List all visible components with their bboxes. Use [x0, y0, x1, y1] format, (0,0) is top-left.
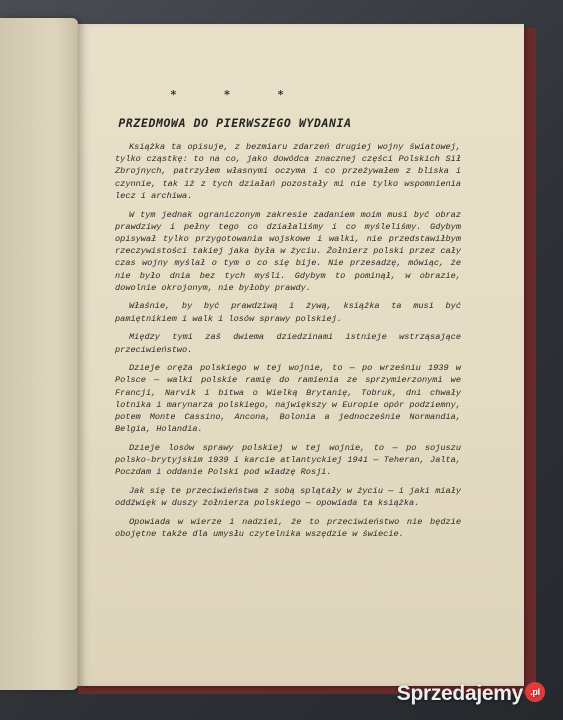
- paragraph: Opowiada w wierze i nadziei, że to przeciwieństwo nie będzie obojętne także dla umysłu czytelnika wszędzie w świecie.: [115, 516, 461, 540]
- paragraph: Książka ta opisuje, z bezmiaru zdarzeń drugiej wojny światowej, tylko cząstkę: to na co, jako dowódca znacznej części Polskich Sił Zbrojnych, patrzyłem własnymi oczyma i co przeżywałem z bliska i czynnie, tak iż z tych działań pozostały mi nie tylko wspomnienia lecz i archiwa.: [115, 142, 461, 201]
- paragraph: W tym jednak ograniczonym zakresie zadaniem moim musi być obraz prawdziwy i pełny tego co działaliśmy i co myśleliśmy. Gdybym opisywał tylko przygotowania wojskowe i walki, nie przedstawiłbym rzeczywistości takiej jaka była w życiu. Żołnierz polski przez cały czas wojny myślał o tym o co się bije. Nie przesadzę, mówiąc, że nie było dnia bez tych myśli. Gdybym to pominął, w obrazie, dowolnie okrojonym, nie byłoby prawdy.: [115, 209, 461, 293]
- page-title: PRZEDMOWA DO PIERWSZEGO WYDANIA: [118, 116, 352, 130]
- paragraph: Jak się te przeciwieństwa z sobą splątały w życiu — i jaki miały oddźwięk w duszy żołnierza polskiego — opowiada ta książka.: [115, 486, 461, 509]
- watermark-logo: [397, 682, 545, 706]
- page-body: [115, 141, 461, 547]
- paragraph: Właśnie, by być prawdziwą i żywą, książka ta musi być pamiętnikiem i walk i losów sprawy polskiej.: [115, 301, 461, 324]
- paragraph: Dzieje oręża polskiego w tej wojnie, to — po wrześniu 1939 w Polsce — walki polskie ramię do ramienia ze sprzymierzonymi we Francji, Narvik i bitwa o Wielką Brytanię, Tobruk, dni chwały lotnika i marynarza polskiego, największy w Europie opór podziemny, potem Monte Cassino, Ancona, Bolonia a jednocześnie Normandia, Belgia, Holandia.: [115, 363, 461, 435]
- paragraph: Między tymi zaś dwiema dziedzinami istnieje wstrząsające przeciwieństwo.: [115, 332, 461, 355]
- ornament-stars: * * *: [170, 88, 306, 101]
- paragraph: Dzieje losów sprawy polskiej w tej wojnie, to — po sojuszu polsko-brytyjskim 1939 i karcie atlantyckiej 1941 — Teheran, Jalta, Poczdam i oddanie Polski pod władzę Rosji.: [115, 442, 461, 478]
- watermark-text: Sprzedajemy: [396, 682, 523, 705]
- watermark-badge: .pl: [525, 682, 545, 702]
